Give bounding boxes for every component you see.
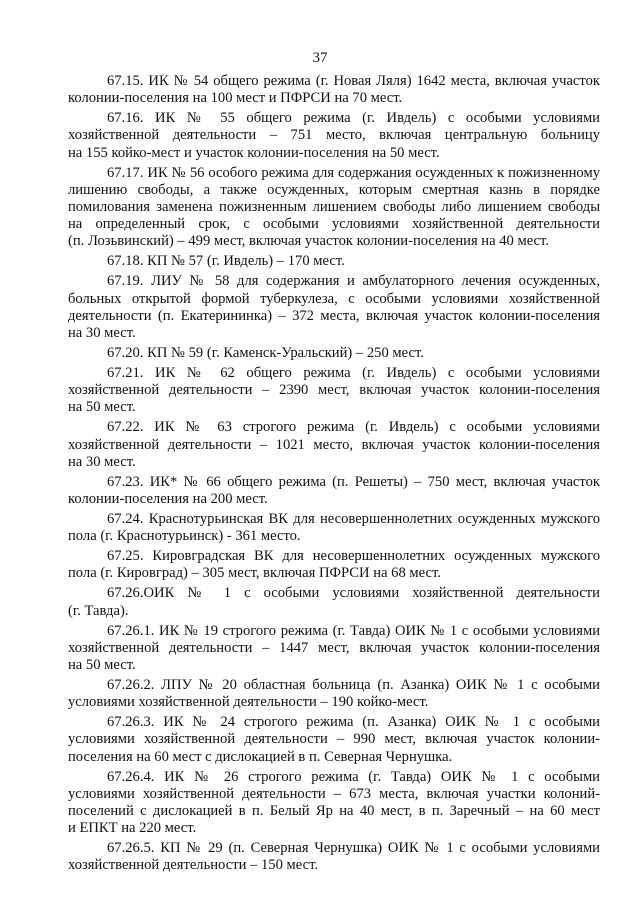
page-number: 37 <box>312 50 328 66</box>
text-line: хозяйственной деятельности – 1447 мест, включая участок колонии-поселения <box>68 639 600 656</box>
text-line: (г. Тавда). <box>68 602 129 619</box>
text-line: условиями хозяйственной деятельности – 990 мест, включая участок колонии- <box>68 731 600 748</box>
text-line: на 50 мест. <box>68 399 136 416</box>
text-line: 67.20. КП № 59 (г. Каменск-Уральский) – 250 мест. <box>107 345 424 362</box>
text-line: деятельности (п. Екатерининка) – 372 места, включая участок колонии-поселения <box>68 307 600 324</box>
paragraph <box>68 419 600 471</box>
text-line: 67.18. КП № 57 (г. Ивдель) – 170 мест. <box>107 253 345 270</box>
paragraph <box>68 365 600 417</box>
text-line: 67.16. ИК № 55 общего режима (г. Ивдель) с особыми условиями <box>107 110 600 127</box>
text-line: 67.23. ИК* № 66 общего режима (п. Решеты) – 750 мест, включая участок <box>107 473 600 490</box>
text-line: на 30 мест. <box>68 325 136 342</box>
paragraph <box>68 511 600 545</box>
text-line: на 155 койко-мест и участок колонии-поселения на 50 мест. <box>68 144 440 161</box>
paragraph <box>68 73 600 107</box>
paragraph <box>68 840 600 874</box>
text-line: больных открытой формой туберкулеза, с особыми условиями хозяйственной <box>68 290 600 307</box>
text-line: на 50 мест. <box>68 657 136 674</box>
text-line: помилования заменена пожизненным лишением свободы либо лишением свободы <box>68 199 600 216</box>
paragraph <box>68 769 600 838</box>
text-line: хозяйственной деятельности – 751 место, включая центральную больницу <box>68 127 600 144</box>
paragraph <box>68 677 600 711</box>
paragraph <box>68 623 600 675</box>
text-line: условиями хозяйственной деятельности – 190 койко-мест. <box>68 694 429 711</box>
text-line: 67.21. ИК № 62 общего режима (г. Ивдель) с особыми условиями <box>107 365 600 382</box>
text-line: 67.26.5. КП № 29 (п. Северная Чернушка) ОИК № 1 с особыми условиями <box>107 840 600 857</box>
paragraph <box>68 253 600 270</box>
text-line: 67.19. ЛИУ № 58 для содержания и амбулаторного лечения осужденных, <box>107 273 600 290</box>
text-line: лишению свободы, а также осужденных, которым смертная казнь в порядке <box>68 181 600 198</box>
paragraph <box>68 548 600 582</box>
text-line: 67.26.4. ИК № 26 строгого режима (г. Тавда) ОИК № 1 с особыми <box>107 768 600 785</box>
text-line: поселения на 60 мест с дислокацией в п. Северная Чернушка. <box>68 748 453 765</box>
paragraph <box>68 585 600 619</box>
text-line: колонии-поселения на 100 мест и ПФРСИ на 70 мест. <box>68 90 403 107</box>
text-line: на определенный срок, с особыми условиями хозяйственной деятельности <box>68 216 600 233</box>
text-line: и ЕПКТ на 220 мест. <box>68 820 197 837</box>
text-line: 67.26.1. ИК № 19 строгого режима (г. Тавда) ОИК № 1 с особыми условиями <box>107 622 600 639</box>
paragraph <box>68 345 600 362</box>
text-line: колонии-поселения на 200 мест. <box>68 491 268 508</box>
paragraph <box>68 165 600 251</box>
text-line: хозяйственной деятельности – 1021 место, включая участок колонии-поселения <box>68 436 600 453</box>
text-line: 67.17. ИК № 56 особого режима для содержания осужденных к пожизненному <box>107 164 600 181</box>
paragraph <box>68 714 600 766</box>
text-line: 67.26.3. ИК № 24 строгого режима (п. Азанка) ОИК № 1 с особыми <box>107 714 600 731</box>
paragraph <box>68 110 600 162</box>
paragraph <box>68 474 600 508</box>
text-line: хозяйственной деятельности – 150 мест. <box>68 857 318 874</box>
text-line: 67.22. ИК № 63 строгого режима (г. Ивдель) с особыми условиями <box>107 419 600 436</box>
text-line: 67.24. Краснотурьинская ВК для несовершеннолетних осужденных мужского <box>107 511 600 528</box>
paragraph <box>68 273 600 342</box>
text-line: хозяйственной деятельности – 2390 мест, включая участок колонии-поселения <box>68 382 600 399</box>
text-line: пола (г. Кировград) – 305 мест, включая ПФРСИ на 68 мест. <box>68 565 441 582</box>
text-line: условиями хозяйственной деятельности – 673 места, включая участки колоний- <box>68 785 600 802</box>
text-line: пола (г. Краснотурьинск) - 361 место. <box>68 528 301 545</box>
text-line: (п. Лозьвинский) – 499 мест, включая участок колонии-поселения на 40 мест. <box>68 233 549 250</box>
document-body <box>68 73 600 877</box>
text-line: 67.26.2. ЛПУ № 20 областная больница (п. Азанка) ОИК № 1 с особыми <box>107 677 600 694</box>
text-line: на 30 мест. <box>68 453 136 470</box>
text-line: 67.26.ОИК № 1 с особыми условиями хозяйственной деятельности <box>107 585 600 602</box>
text-line: 67.25. Кировградская ВК для несовершеннолетних осужденных мужского <box>107 548 600 565</box>
text-line: поселений с дислокацией в п. Белый Яр на 40 мест, в п. Заречный – на 60 мест <box>68 803 600 820</box>
text-line: 67.15. ИК № 54 общего режима (г. Новая Ляля) 1642 места, включая участок <box>107 73 600 89</box>
